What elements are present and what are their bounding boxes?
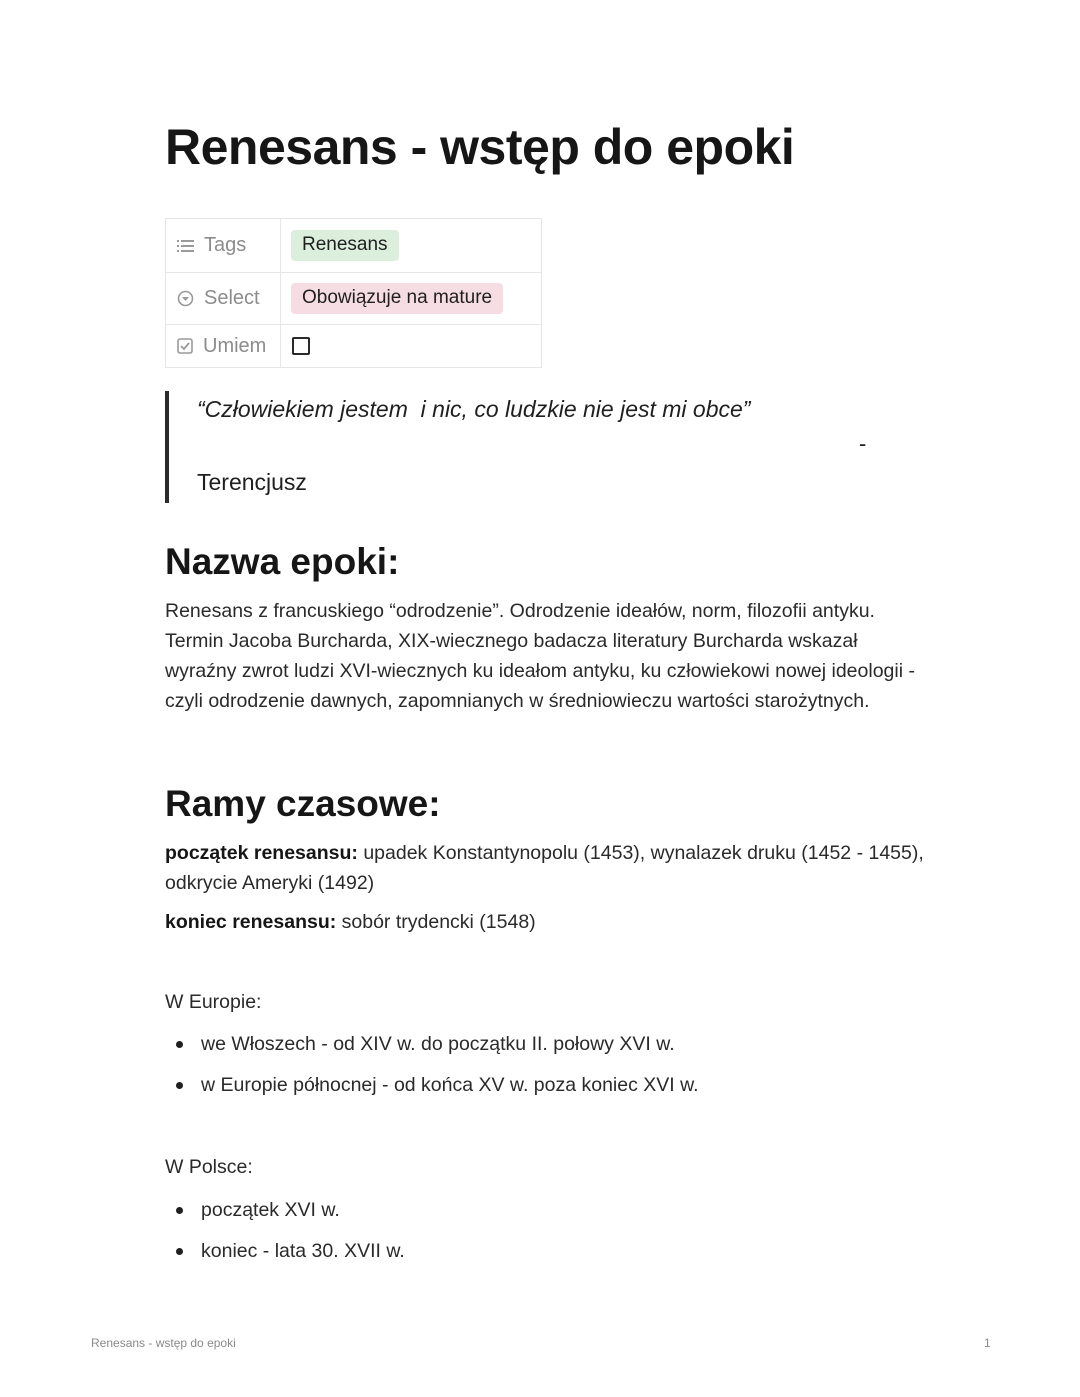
quote-text: “Człowiekiem jestem i nic, co ludzkie nie jest mi obce”	[197, 396, 751, 422]
paragraph-end	[165, 907, 925, 937]
property-row-tags	[166, 219, 542, 273]
footer-page-number: 1	[984, 1336, 991, 1350]
list-item: koniec - lata 30. XVII w.	[165, 1236, 925, 1277]
checkbox-icon	[177, 338, 193, 354]
section-heading-nazwa-epoki: Nazwa epoki:	[165, 541, 400, 582]
bullet-icon	[176, 1082, 183, 1089]
property-label-select: Select	[204, 287, 260, 309]
list-icon	[177, 239, 194, 253]
select-chip[interactable]: Obowiązuje na mature	[291, 283, 503, 314]
bullet-icon	[176, 1248, 183, 1255]
list-item: w Europie północnej - od końca XV w. poza koniec XVI w.	[165, 1070, 925, 1111]
properties-table	[165, 218, 542, 368]
select-icon	[177, 290, 194, 307]
section-body-nazwa-epoki: Renesans z francuskiego “odrodzenie”. Odrodzenie ideałów, norm, filozofii antyku. Termin Jacoba Burcharda, XIX-wiecznego badacza literatury Burcharda wskazał wyraźny zwrot ludzi XVI-wiecznych ku ideałom antyku, ku człowiekowi nowej ideologii - czyli odrodzenie dawnych, zapomnianych w średniowieczu wartości starożytnych.	[165, 600, 915, 712]
end-label: koniec renesansu:	[165, 911, 337, 933]
quote-dash: -	[859, 431, 867, 456]
list-item: początek XVI w.	[165, 1195, 925, 1236]
start-text: upadek Konstantynopolu (1453), wynalazek druku (1452 - 1455), odkrycie Ameryki (1492)	[165, 842, 924, 894]
property-label-tags: Tags	[204, 234, 247, 256]
europe-label: W Europie:	[165, 991, 262, 1013]
property-row-umiem	[166, 325, 542, 368]
section-heading-ramy-czasowe: Ramy czasowe:	[165, 783, 441, 824]
footer-doc-title: Renesans - wstęp do epoki	[91, 1336, 236, 1350]
list-item: we Włoszech - od XIV w. do początku II. połowy XVI w.	[165, 1029, 925, 1070]
tag-chip[interactable]: Renesans	[291, 230, 399, 261]
bullet-icon	[176, 1041, 183, 1048]
property-row-select	[166, 273, 542, 325]
bullet-icon	[176, 1207, 183, 1214]
quote-block	[165, 391, 879, 503]
paragraph-start	[165, 838, 925, 898]
europe-list	[165, 1029, 925, 1111]
umiem-checkbox[interactable]	[292, 337, 310, 355]
end-text: sobór trydencki (1548)	[336, 911, 536, 933]
poland-label: W Polsce:	[165, 1156, 253, 1178]
property-label-umiem: Umiem	[203, 334, 267, 357]
poland-list	[165, 1195, 925, 1277]
page-title: Renesans - wstęp do epoki	[165, 119, 795, 175]
start-label: początek renesansu:	[165, 842, 358, 864]
quote-author: Terencjusz	[197, 469, 307, 495]
